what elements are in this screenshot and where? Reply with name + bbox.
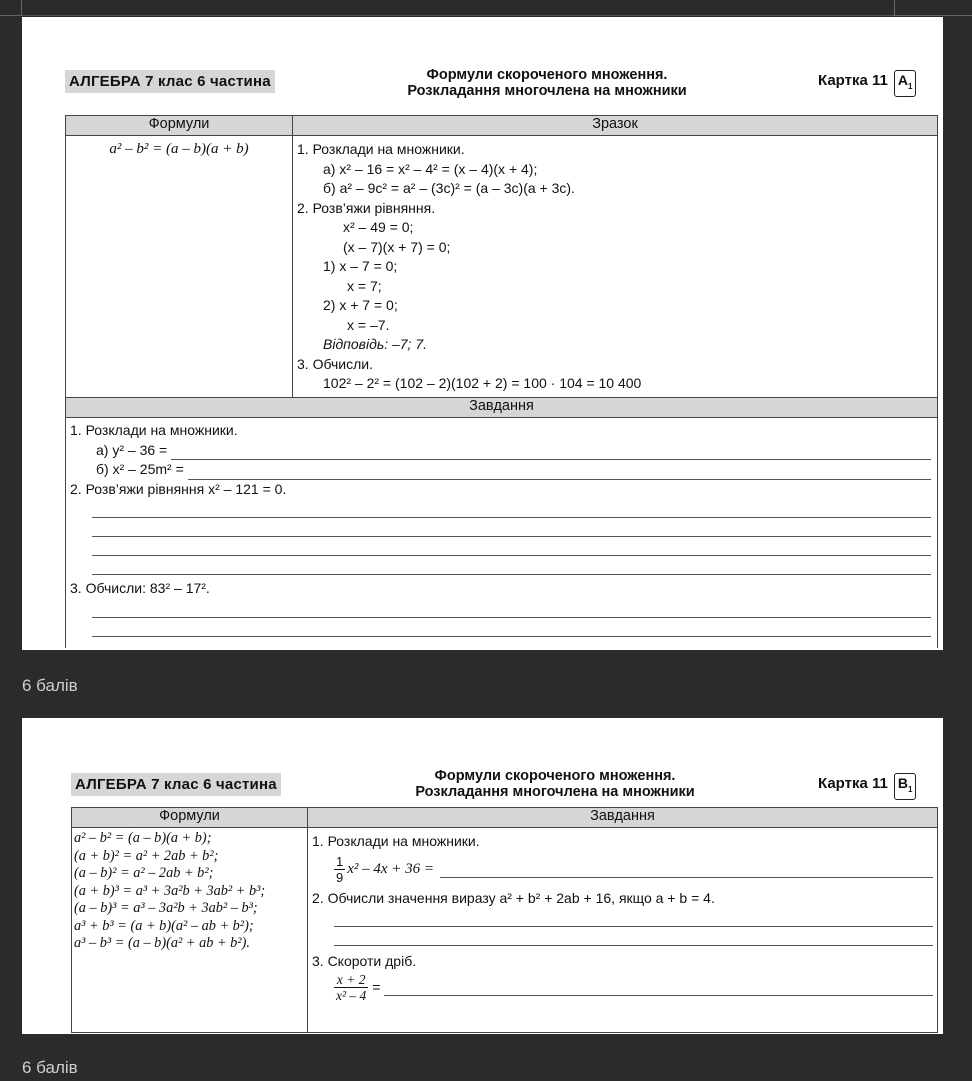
tasks-header: Завдання (66, 398, 938, 418)
tasks-cell (66, 418, 938, 648)
formula-line: (a – b)³ = a³ – 3a²b + 3ab² – b³; (74, 900, 258, 916)
answer-line[interactable] (92, 499, 931, 518)
viewer-top-bar (0, 0, 972, 16)
example-line: 3. Обчисли. (297, 355, 374, 372)
example-line: (x – 7)(x + 7) = 0; (343, 238, 451, 255)
fraction-denominator: x² – 4 (336, 987, 367, 1003)
example-line: 102² – 2² = (102 – 2)(102 + 2) = 100 · 104 = 10 400 (323, 375, 642, 391)
formula-text: a² – b² = (a – b)(a + b) (109, 141, 249, 157)
card-title-line2: Розкладання многочлена на множники (415, 784, 695, 800)
fraction (334, 854, 345, 885)
badge-sub: 1 (908, 81, 913, 91)
task-2: 2. Розв’яжи рівняння x² – 121 = 0. (70, 480, 287, 497)
card-title-line2: Розкладання многочлена на множники (407, 83, 687, 99)
subject-label: АЛГЕБРА 7 клас 6 частина (71, 773, 281, 796)
example-line: 1) x – 7 = 0; (323, 258, 398, 274)
card-level-badge (894, 70, 917, 97)
answer-line[interactable] (92, 537, 931, 556)
task-3: 3. Скороти дріб. (312, 953, 417, 969)
formulas-cell (72, 828, 308, 1033)
fraction-numerator: 1 (336, 853, 344, 869)
card-a-header (22, 67, 943, 107)
example-line: 2. Розв’яжи рівняння. (297, 199, 436, 216)
example-line: б) a² – 9c² = a² – (3c)² = (a – 3c)(a + 3c). (323, 180, 575, 196)
fraction (334, 972, 368, 1003)
example-line: 2) x + 7 = 0; (323, 297, 398, 313)
card-number (818, 773, 916, 800)
answer-line[interactable] (92, 618, 931, 637)
answer-line[interactable] (334, 908, 933, 927)
answer-line[interactable] (92, 599, 931, 618)
card-title (390, 768, 720, 800)
answer-line[interactable] (171, 441, 931, 461)
answer-line[interactable] (188, 460, 931, 480)
fraction-numerator: x + 2 (334, 972, 368, 988)
formula-cell (66, 136, 293, 398)
card-a-table (65, 115, 938, 648)
tasks-cell (308, 828, 938, 1033)
task-1: 1. Розклади на множники. (70, 422, 238, 438)
task-1: 1. Розклади на множники. (312, 833, 480, 849)
example-line: x = 7; (347, 277, 382, 294)
subject-label: АЛГЕБРА 7 клас 6 частина (65, 70, 275, 93)
fraction-denominator: 9 (336, 869, 344, 885)
equals-sign: = (372, 979, 381, 995)
formula-line: a² – b² = (a – b)(a + b); (74, 830, 212, 846)
task-1a (70, 441, 931, 461)
card-number (818, 70, 916, 97)
answer-line[interactable] (92, 556, 931, 575)
col-tasks-header: Завдання (308, 808, 938, 828)
task-1-expr-text: x² – 4x + 36 = (347, 860, 435, 877)
example-line: а) x² – 16 = x² – 4² = (x – 4)(x + 4); (323, 160, 538, 177)
example-cell (293, 136, 938, 398)
formula-line: (a + b)² = a² + 2ab + b²; (74, 847, 219, 864)
col-formulas-header: Формули (72, 808, 308, 828)
answer-line[interactable] (334, 927, 933, 946)
viewer-corner-right (894, 0, 972, 16)
answer-line[interactable] (92, 518, 931, 537)
worksheet-card-a (22, 17, 943, 650)
task-1b-text: б) x² – 25m² = (96, 461, 184, 477)
points-caption: 6 балів (22, 676, 78, 695)
badge-sub: 1 (908, 784, 913, 794)
task-2: 2. Обчисли значення виразу a² + b² + 2ab + 16, якщо a + b = 4. (312, 889, 715, 906)
card-b-header (22, 768, 943, 808)
worksheet-card-b (22, 718, 943, 1034)
card-title (382, 67, 712, 99)
task-1a-text: а) y² – 36 = (96, 441, 168, 458)
card-title-line1: Формули скороченого множення. (426, 67, 668, 83)
example-line: x² – 49 = 0; (343, 219, 414, 235)
viewer-corner-left (0, 0, 22, 16)
card-number-label: Картка 11 (818, 775, 888, 792)
example-answer: Відповідь: –7; 7. (323, 336, 428, 352)
col-formulas-header: Формули (66, 116, 293, 136)
formula-line: (a – b)² = a² – 2ab + b²; (74, 865, 214, 881)
col-example-header: Зразок (293, 116, 938, 136)
task-3: 3. Обчисли: 83² – 17². (70, 580, 210, 596)
formula-line: (a + b)³ = a³ + 3a²b + 3ab² + b³; (74, 882, 266, 899)
answer-line[interactable] (440, 860, 933, 878)
example-line: x = –7. (347, 316, 390, 333)
task-1-expression (312, 854, 933, 885)
card-number-label: Картка 11 (818, 72, 888, 89)
badge-letter: B (897, 775, 908, 791)
answer-line[interactable] (384, 978, 933, 996)
card-level-badge (894, 773, 917, 800)
task-3-expression (312, 972, 933, 1003)
formula-line: a³ – b³ = (a – b)(a² + ab + b²). (74, 935, 250, 951)
task-1b (70, 460, 931, 480)
formula-line: a³ + b³ = (a + b)(a² – ab + b²); (74, 917, 254, 934)
card-title-line1: Формули скороченого множення. (434, 768, 676, 784)
points-caption: 6 балів (22, 1058, 78, 1077)
badge-letter: A (897, 72, 908, 88)
card-b-table (71, 807, 938, 1033)
example-line: 1. Розклади на множники. (297, 141, 465, 157)
